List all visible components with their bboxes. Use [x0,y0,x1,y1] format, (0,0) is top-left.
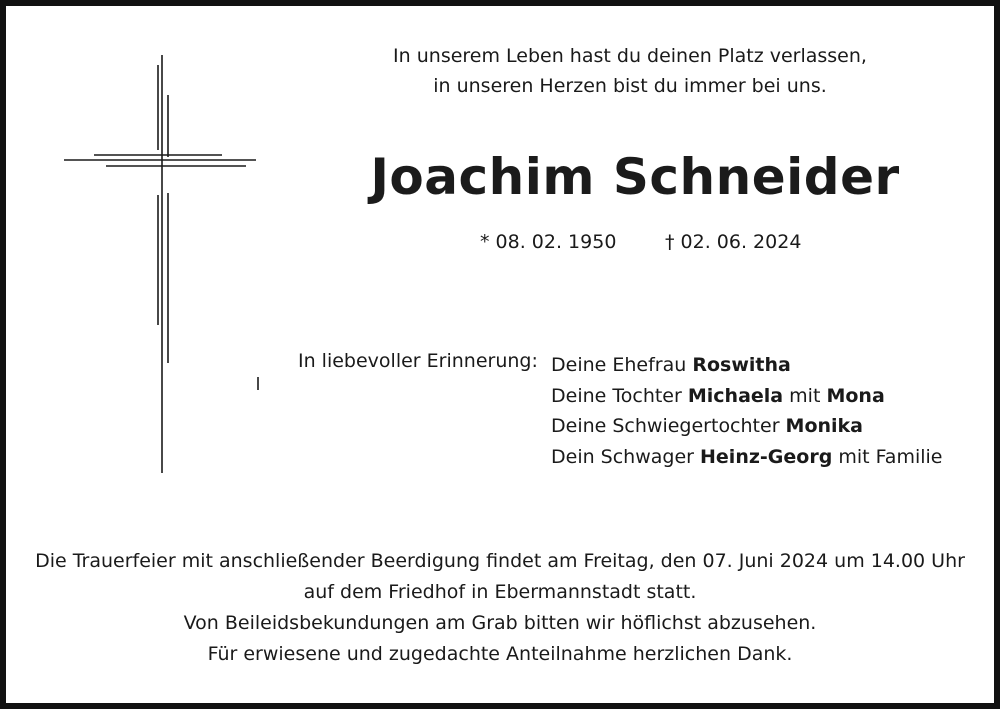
mourner-suffix: mit Familie [832,445,943,468]
mourner-relation: Deine Ehefrau [551,354,693,376]
quote-line-2: in unseren Herzen bist du immer bei uns. [433,75,827,97]
mourner-name: Roswitha [692,354,791,376]
mourner-line [551,411,942,442]
birth-date: * 08. 02. 1950 [480,231,617,253]
mourners-list [551,350,942,472]
mourner-name-2: Mona [826,384,885,407]
quote-line-1: In unserem Leben hast du deinen Platz verlassen, [393,45,867,67]
mourner-connector: mit [783,384,827,407]
mourner-name: Michaela [687,384,784,407]
mourner-relation: Deine Tochter [551,384,688,407]
mourner-line [551,442,942,473]
cross-icon [62,55,262,475]
mourner-name: Monika [785,415,864,437]
funeral-notice [20,546,980,670]
notice-line-2: auf dem Friedhof in Ebermannstadt statt. [303,581,697,603]
mourner-relation: Deine Schwiegertochter [551,415,786,437]
mourner-name: Heinz-Georg [700,445,833,468]
death-date: † 02. 06. 2024 [665,231,802,253]
memory-label: In liebevoller Erinnerung: [298,350,538,372]
deceased-name: Joachim Schneider [370,148,900,206]
notice-line-1: Die Trauerfeier mit anschließender Beerdigung findet am Freitag, den 07. Juni 2024 um 14.00 Uhr [35,550,965,572]
notice-line-3: Von Beileidsbekundungen am Grab bitten wir höflichst abzusehen. [183,612,817,634]
memorial-quote [340,41,920,101]
mourner-line [551,350,942,381]
mourner-line [551,381,942,412]
mourner-relation: Dein Schwager [551,445,701,468]
notice-line-4: Für erwiesene und zugedachte Anteilnahme herzlichen Dank. [207,643,793,665]
